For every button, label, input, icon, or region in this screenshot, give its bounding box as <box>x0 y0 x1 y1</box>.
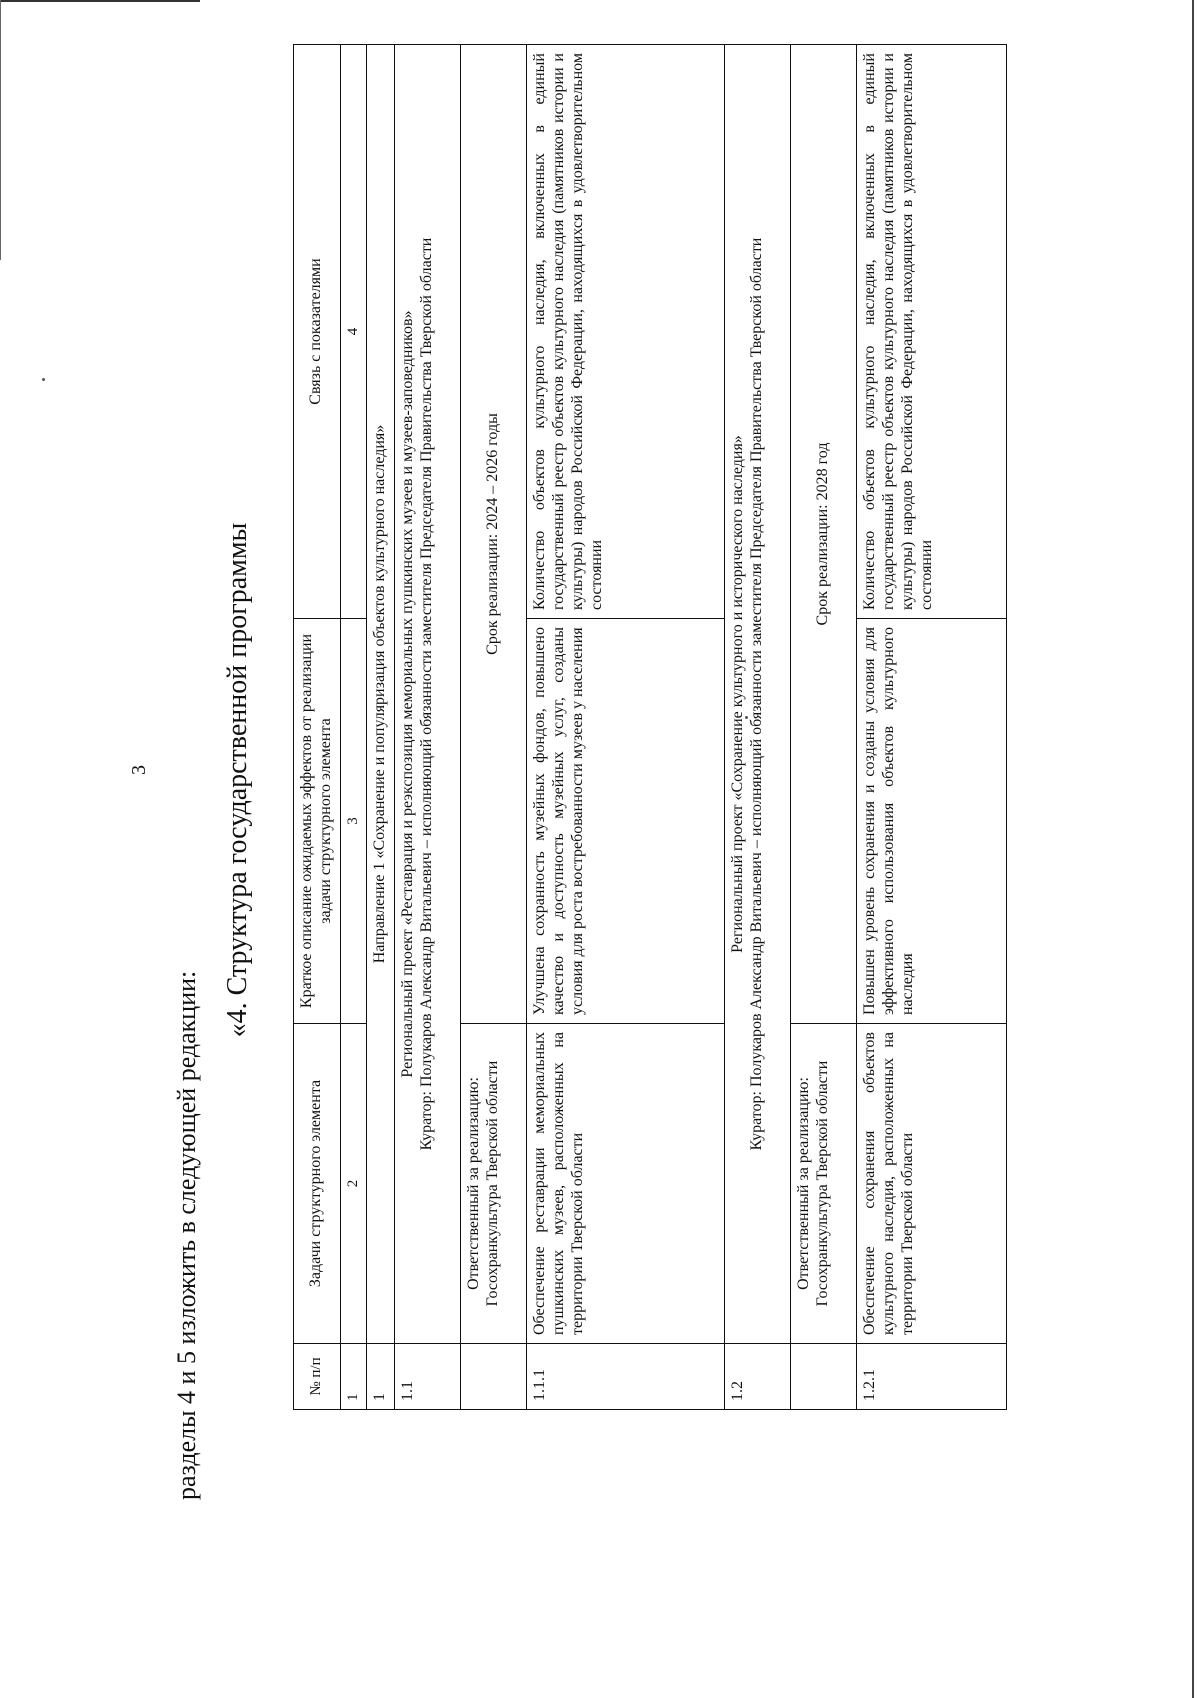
header-num: № п/п <box>294 1344 341 1410</box>
project-term: Срок реализации: 2024 – 2026 годы <box>461 45 527 1024</box>
project-cell <box>725 45 791 1344</box>
task-row <box>527 45 725 1410</box>
direction-title: Направление 1 «Сохранение и популяризация объектов культурного наследия» <box>367 45 395 1344</box>
header-description: Краткое описание ожидаемых эффектов от реализации задачи структурного элемента <box>294 619 341 1024</box>
task-text: Обеспечение реставрации мемориальных пушкинских музеев, расположенных на территории Тверской области <box>527 1024 725 1344</box>
scan-speck <box>42 378 45 381</box>
direction-row <box>367 45 395 1410</box>
responsible-cell <box>791 1024 857 1344</box>
table-header-row <box>294 45 341 1410</box>
task-description: Улучшена сохранность музейных фондов, повышено качество и доступность музейных услуг, созданы условия для роста востребованности музеев у населения <box>527 619 725 1024</box>
project-curator: Куратор: Полукаров Александр Витальевич – исполняющий обязанности заместителя Председателя Правительства Тверской области <box>418 237 436 1151</box>
col-number: 3 <box>340 619 367 1024</box>
direction-num: 1 <box>367 1344 395 1410</box>
project-row <box>725 45 791 1410</box>
responsible-row <box>791 45 857 1410</box>
col-number: 2 <box>340 1024 367 1344</box>
task-indicator-link: Количество объектов культурного наследия, включенных в единый государственный реестр объектов культурного наследия (памятников истории и культуры) народов Российской Федерации, находящихся в удовлетворительном состоянии <box>857 45 1007 619</box>
responsible-label: Ответственный за реализацию: <box>795 1077 813 1290</box>
intro-text: разделы 4 и 5 изложить в следующей редакции: <box>172 970 201 1500</box>
project-num: 1.2 <box>725 1344 791 1410</box>
project-term: Срок реализации: 2028 год <box>791 45 857 1024</box>
project-num: 1.1 <box>395 1344 461 1410</box>
section-title: «4. Структура государственной программы <box>222 522 253 1038</box>
task-description: Повышен уровень сохранения и созданы условия для эффективного использования объектов культурного наследия <box>857 619 1007 1024</box>
structure-table <box>293 44 1007 1410</box>
scan-edge-left <box>0 0 1 260</box>
responsible-label: Ответственный за реализацию: <box>465 1077 483 1290</box>
task-num: 1.2.1 <box>857 1344 1007 1410</box>
project-cell <box>395 45 461 1344</box>
page-number: 3 <box>128 765 150 775</box>
project-curator: Куратор: Полукаров Александр Витальевич – исполняющий обязанности заместителя Председателя Правительства Тверской области <box>748 237 766 1151</box>
col-number: 1 <box>340 1344 367 1410</box>
header-tasks: Задачи структурного элемента <box>294 1024 341 1344</box>
project-title: Региональный проект «Реставрация и реэкспозиция мемориальных пушкинских музеев и музеев-заповедников» <box>399 310 417 1078</box>
task-text: Обеспечение сохранения объектов культурного наследия, расположенных на территории Тверской области <box>857 1024 1007 1344</box>
project-row <box>395 45 461 1410</box>
task-num: 1.1.1 <box>527 1344 725 1410</box>
project-title: Региональный проект «Сохранение культурного и исторического наследия» <box>729 435 747 953</box>
empty-cell <box>461 1344 527 1410</box>
responsible-org: Госохранкультура Тверской области <box>814 1060 832 1307</box>
col-number: 4 <box>340 45 367 619</box>
responsible-row <box>461 45 527 1410</box>
scan-edge-right <box>1192 0 1194 1698</box>
empty-cell <box>791 1344 857 1410</box>
column-number-row <box>340 45 367 1410</box>
responsible-cell <box>461 1024 527 1344</box>
header-link: Связь с показателями <box>294 45 341 619</box>
task-row <box>857 45 1007 1410</box>
responsible-org: Госохранкультура Тверской области <box>484 1060 502 1307</box>
document-page <box>110 0 1140 1560</box>
task-indicator-link: Количество объектов культурного наследия, включенных в единый государственный реестр объектов культурного наследия (памятников истории и культуры) народов Российской Федерации, находящихся в удовлетворительном состоянии <box>527 45 725 619</box>
